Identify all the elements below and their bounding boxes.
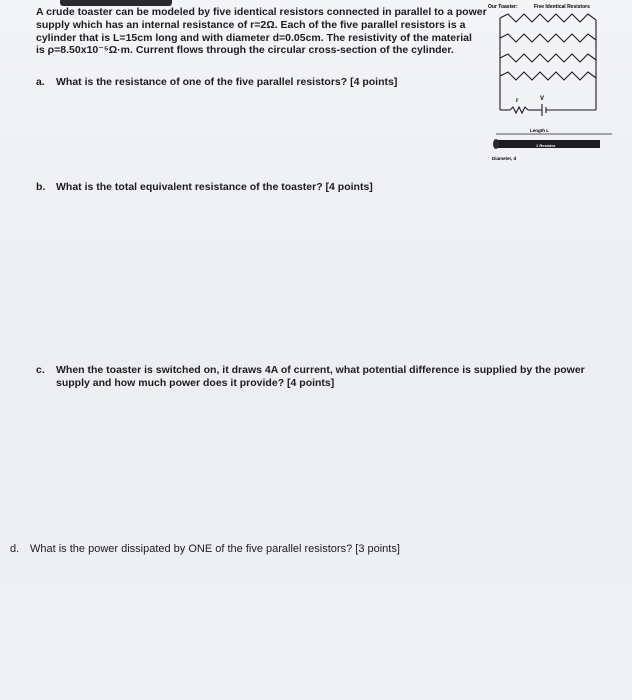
diagram-title-left: Our Toaster:: [488, 4, 518, 10]
question-c-continuation: supply and how much power does it provide? [4 points]: [56, 377, 335, 389]
resistor-zigzag-1: [500, 14, 596, 22]
question-d-label: d.: [10, 543, 20, 555]
diagram-title-right: Five Identical Resistors: [534, 4, 590, 10]
internal-resistor-zigzag: [510, 107, 528, 113]
question-b-text: What is the total equivalent resistance of the toaster? [4 points]: [56, 181, 373, 193]
intro-line-2: supply which has an internal resistance of r=2Ω. Each of the five parallel resistors is a: [36, 18, 466, 31]
question-d-text: What is the power dissipated by ONE of the five parallel resistors? [3 points]: [30, 543, 400, 555]
cylinder-end-cap: [493, 139, 499, 149]
question-b-label: b.: [36, 181, 46, 193]
question-d: [10, 543, 400, 556]
question-c-label: c.: [36, 364, 45, 376]
resistor-zigzag-2: [500, 34, 596, 42]
resistor-zigzag-3: [500, 54, 596, 62]
question-a-text: What is the resistance of one of the five parallel resistors? [4 points]: [56, 76, 398, 88]
intro-line-1: A crude toaster can be modeled by five identical resistors connected in parallel to a power: [36, 6, 487, 18]
voltage-label: V: [540, 96, 545, 102]
diameter-label: Diameter, d: [492, 156, 517, 161]
question-c: [36, 364, 606, 390]
question-c-text: When the toaster is switched on, it draws 4A of current, what potential difference is supplied by the power: [56, 364, 585, 376]
intro-line-4: is ρ=8.50x10⁻⁵Ω·m. Current flows through the circular cross-section of the cylinder.: [36, 44, 454, 57]
internal-resistance-label: r: [516, 98, 519, 104]
parallel-resistors: [500, 14, 596, 116]
question-a-label: a.: [36, 76, 45, 88]
resistor-zigzag-4: [500, 72, 596, 80]
question-b: [36, 181, 373, 194]
intro-line-3: cylinder that is L=15cm long and with diameter d=0.05cm. The resistivity of the material: [36, 31, 472, 44]
resistor-label: 1 Resistor: [536, 143, 556, 148]
problem-intro: [36, 6, 487, 57]
length-label: Length L: [530, 128, 549, 133]
question-a: [36, 76, 397, 89]
toaster-circuit-diagram: [482, 0, 632, 170]
